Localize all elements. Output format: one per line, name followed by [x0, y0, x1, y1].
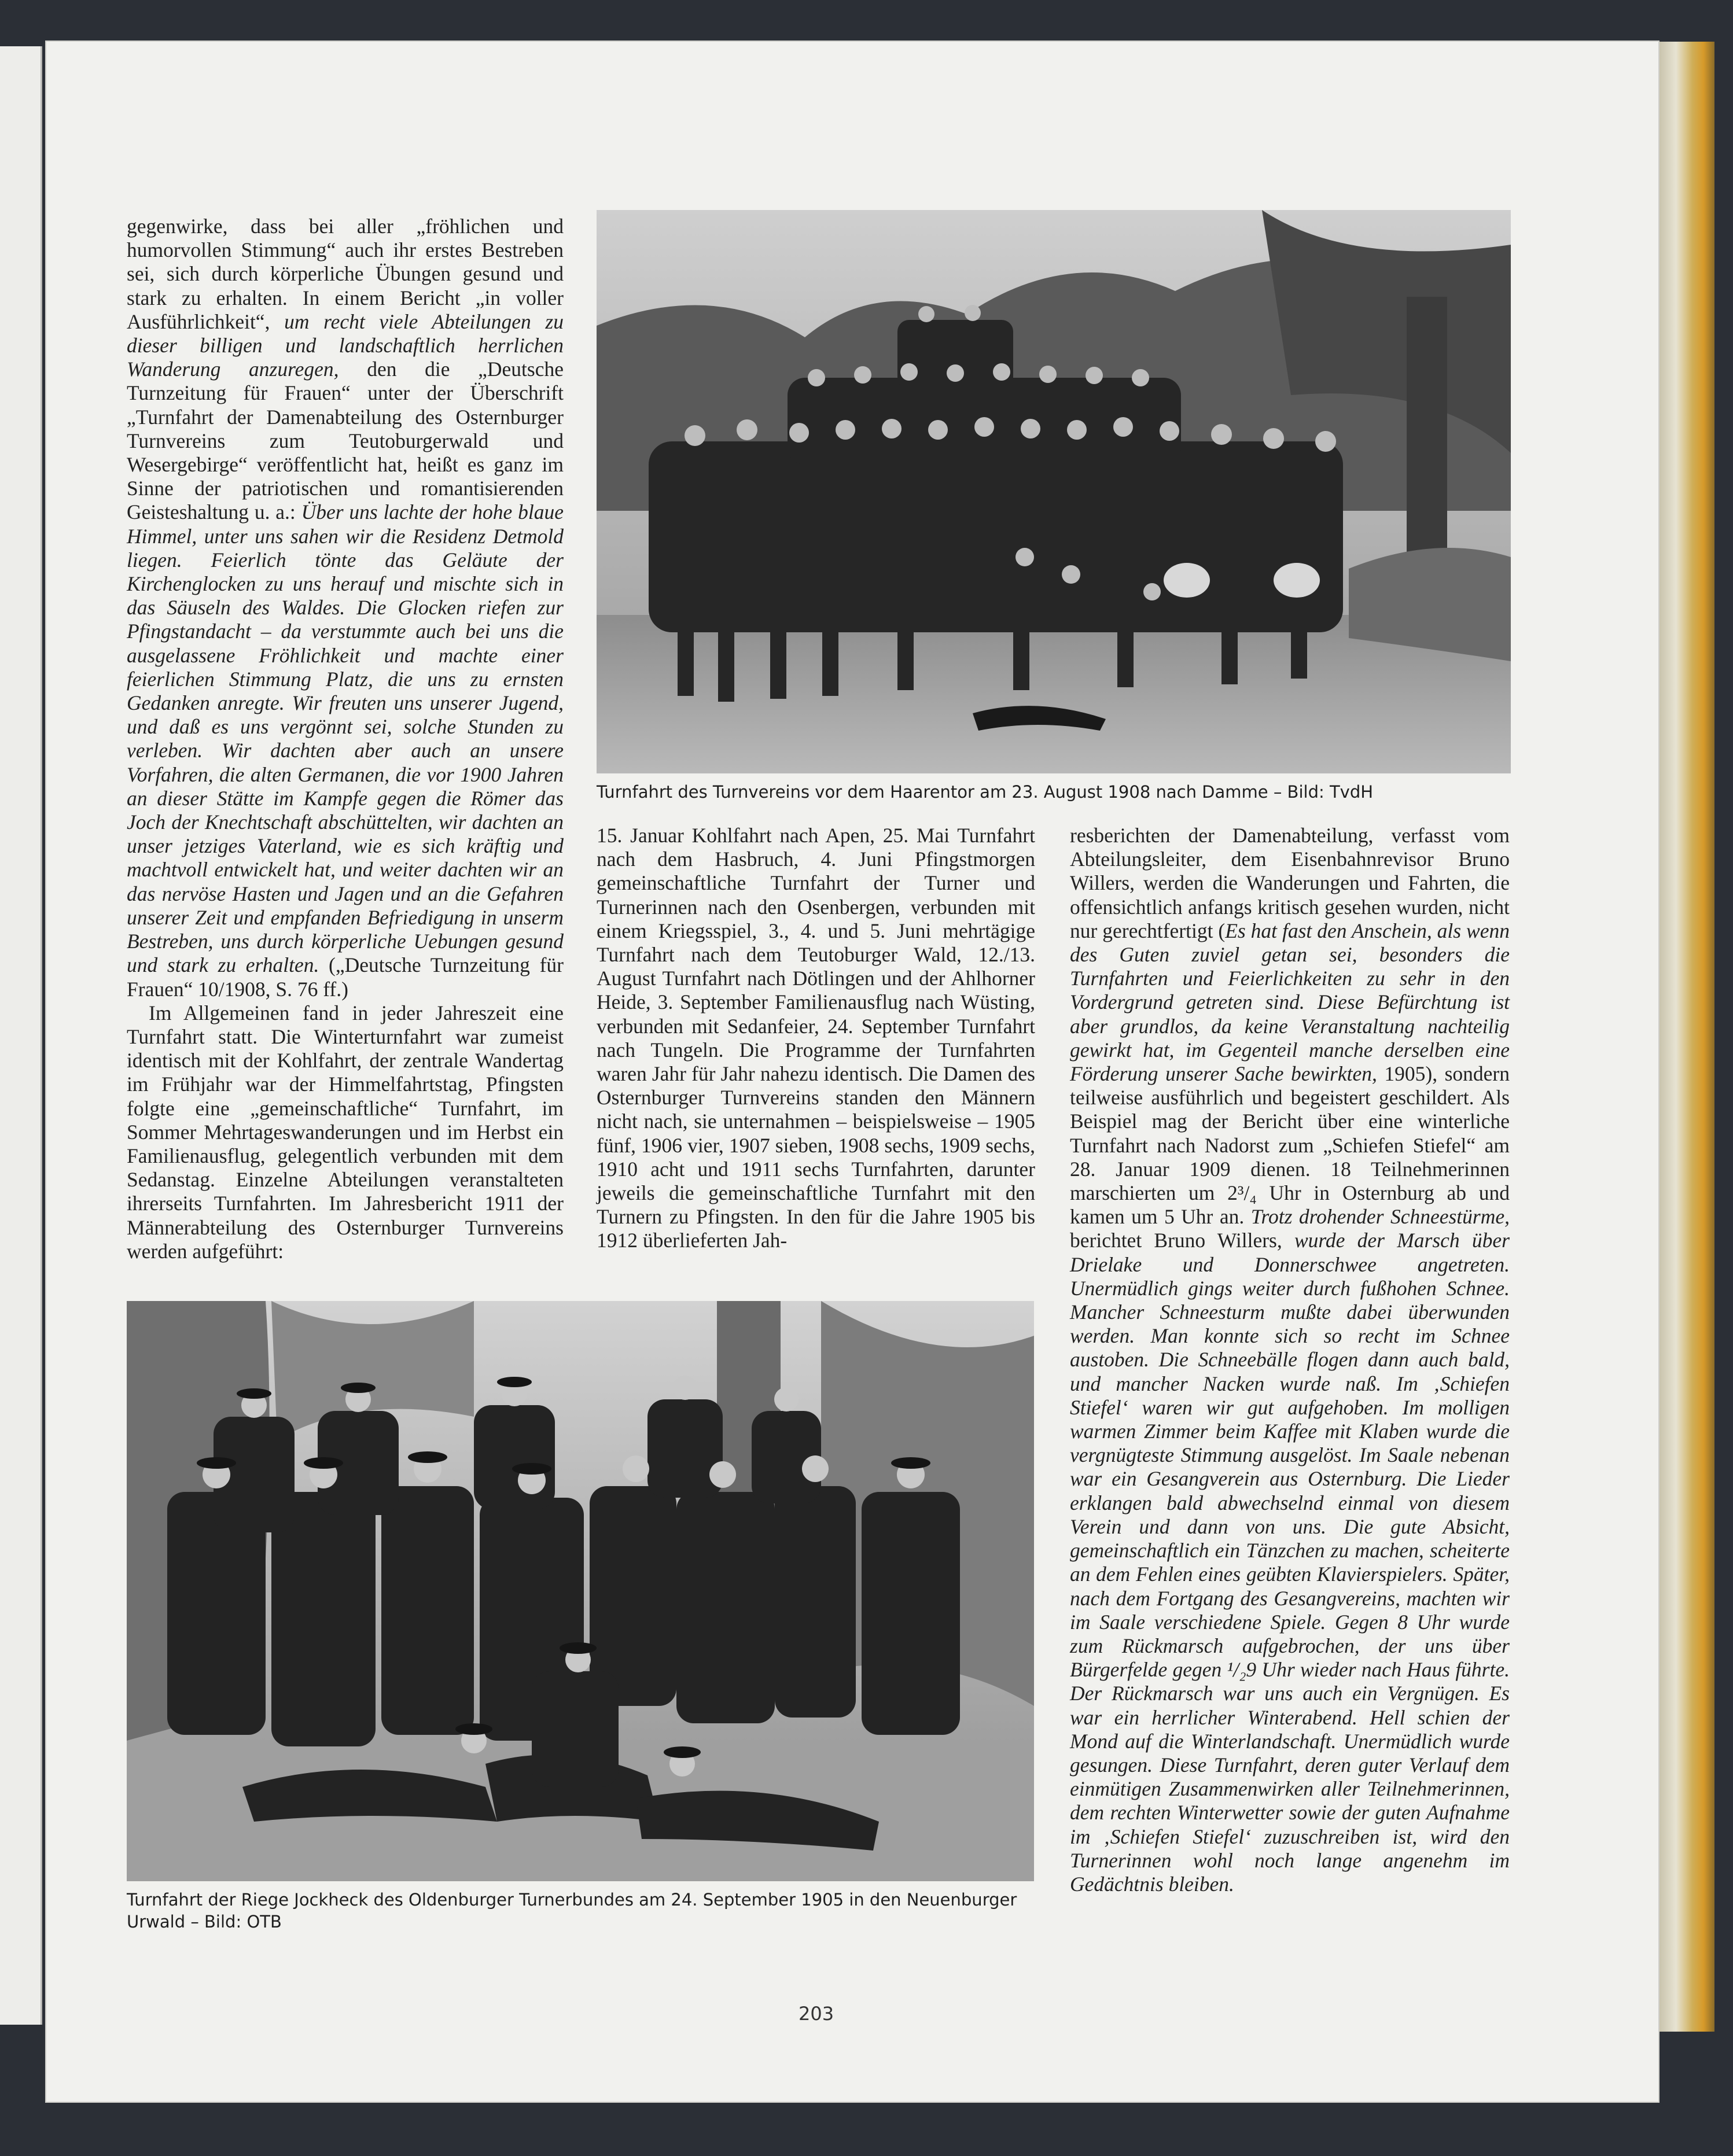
book-cover-edge [1660, 42, 1714, 2032]
paragraph-1 [127, 215, 564, 1001]
photo-caption-bottom: Turnfahrt der Riege Jockheck des Oldenburger Turnerbundes am 24. September 1905 in den Neuenburger Urwald – Bild: OTB [127, 1890, 1017, 1932]
source-note: („Deutsche Turnzeitung für Frauen“ 10/1908, S. 76 ff.) [127, 953, 564, 1001]
page-number: 203 [799, 2003, 834, 2025]
quote-run: um recht viele Abteilungen zu dieser billigen und landschaftlich herrlichen Wanderung anzuregen, [127, 309, 564, 381]
text-run: den die „Deutsche Turnzeitung für Frauen“ unter der Überschrift „Turnfahrt der Damenabteilung des Osternburger Turnvereins zum Teutoburgerwald und Wesergebirge“ veröffentlicht hat, heißt es ganz im Sinne der patriotischen und romantisierenden Geisteshaltung u. a.: [127, 358, 564, 524]
quote-run: Über uns lachte der hohe blaue Himmel, unter uns sahen wir die Residenz Detmold liegen. Feierlich tönte das Geläute der Kirchenglocken zu uns herauf und mischte sich in das Säuseln des Waldes. Die Glocken riefen zur Pfingstandacht – da verstummte auch bei uns die ausgelassene Fröhlichkeit und machte einer feierlichen Stimmung Platz, die uns zu ernsten Gedanken anregte. Wir freuten uns unserer Jugend, und daß es uns vergönnt sei, solche Stunden zu verleben. Wir dachten aber auch an unsere Vorfahren, die alten Germanen, die vor 1900 Jahren an dieser Stätte im Kampfe gegen die Römer das Joch der Knechtschaft abschüttelten, wir dachten an unser jetziges Vaterland, wie es sich kräftig und machtvoll entwickelt hat, und weiter dachten wir an das nervöse Hasten und Jagen und an die Gefahren unserer Zeit und empfanden Befriedigung in unserm Bestreben, uns durch körperliche Uebungen gesund und stark zu erhalten. [127, 500, 564, 977]
text-run: gegenwirke, dass bei aller „fröhlichen und humorvollen Stimmung“ auch ihr erstes Bestreben sei, sich durch körperliche Übungen gesund und stark zu erhalten. In einem Bericht „in voller Ausführlichkeit“, [127, 215, 564, 333]
paragraph-3: 15. Januar Kohlfahrt nach Apen, 25. Mai Turnfahrt nach dem Hasbruch, 4. Juni Pfingstmorgen gemeinschaftliche Turnfahrt der Turner und Turnerinnen nach den Osenbergen, verbunden mit einem Kriegsspiel, 3., 4. und 5. Juni mehrtägige Turnfahrt nach dem Teutoburger Wald, 12./13. August Turnfahrt nach Dötlingen und der Ahlhorner Heide, 3. September Familienausflug nach Wüsting, verbunden mit Sedanfeier, 24. September Turnfahrt nach Tungeln. Die Programme der Turnfahrten waren Jahr für Jahr nahezu identisch. Die Damen des Osternburger Turnvereins standen den Männern nicht nach, sie unternahmen – beispielsweise – 1905 fünf, 1906 vier, 1907 sieben, 1908 sechs, 1909 sechs, 1910 acht und 1911 sechs Turnfahrten, darunter jeweils die gemeinschaftliche Turnfahrt mit den Turnern zu Pfingsten. In den für die Jahre 1905 bis 1912 überlieferten Jah- [597, 824, 1035, 1252]
group-photo-image [127, 1301, 1034, 1881]
text-column-1 [127, 215, 564, 1263]
text-column-3 [1070, 824, 1510, 1896]
paragraph-4 [1070, 824, 1510, 1896]
photo-riege-jockheck-1905 [127, 1301, 1034, 1881]
paragraph-2: Im Allgemeinen fand in jeder Jahreszeit eine Turnfahrt statt. Die Winterturnfahrt war zumeist identisch mit der Kohlfahrt, der zentrale Wandertag im Frühjahr war der Himmelfahrtstag, Pfingsten folgte eine „gemeinschaftliche“ Turnfahrt, im Sommer Mehrtageswanderungen und im Herbst ein Familienausflug, gelegentlich verbunden mit dem Sedanstag. Einzelne Abteilungen veranstalteten ihrerseits Turnfahrten. Im Jahresbericht 1911 der Männerabteilung des Osternburger Turnvereins werden aufgeführt: [127, 1001, 564, 1263]
photo-turnfahrt-1908 [597, 210, 1511, 773]
quote-run: wurde der Marsch über Drielake und Donnerschwee angetreten. Unermüdlich gings weiter durch fußhohen Schnee. Mancher Schneesturm mußte dabei überwunden werden. Man konnte sich so recht im Schnee austoben. Die Schneebälle flogen dann auch bald, und mancher Nacken wurde naß. Im ‚Schiefen Stiefel‘ waren wir gut aufgehoben. Im molligen warmen Zimmer beim Kaffee mit Klaben wurde die vergnügteste Stimmung ausgelöst. Im Saale nebenan war ein Gesangverein aus Osternburg. Die Lieder erklangen bald abwechselnd einmal von diesem Verein und dann von uns. Die gute Absicht, gemeinschaftlich ein Tänzchen zu machen, scheiterte an dem Fehlen eines geübten Klavierspielers. Später, nach dem Fortgang des Gesangvereins, machten wir im Saale verschiedene Spiele. Gegen 8 Uhr wurde zum Rückmarsch aufgebrochen, der uns über Bürgerfelde gegen ¹/₂9 Uhr wieder nach Haus führte. Der Rückmarsch war uns auch ein Vergnügen. Es war ein herrlicher Winterabend. Hell schien der Mond auf die Winterlandschaft. Unermüdlich wurde gesungen. Diese Turnfahrt, deren guter Verlauf dem einmütigen Zusammenwirken aller Teilnehmerinnen, dem rechten Winterwetter sowie der guten Aufnahme im ‚Schiefen Stiefel‘ zuzuschreiben ist, wird den Turnerinnen wohl noch lange angenehm im Gedächtnis bleiben. [1070, 1229, 1510, 1896]
text-run: resberichten der Damenabteilung, verfasst vom Abteilungsleiter, dem Eisenbahnrevisor Bruno Willers, werden die Wanderungen und Fahrten, die offensichtlich anfangs kritisch gesehen wurden, nicht nur gerechtfertigt ( [1070, 824, 1510, 942]
text-column-2 [597, 824, 1035, 1253]
text-run: 1905), sondern teilweise ausführlich und begeistert geschildert. Als Beispiel mag der Bericht über eine winterliche Turnfahrt nach Nadorst zum „Schiefen Stiefel“ am 28. Januar 1909 dienen. 18 Teilnehmerinnen marschierten um 2³/₄ Uhr in Osternburg ab und kamen um 5 Uhr an. [1070, 1062, 1510, 1229]
photo-caption-top: Turnfahrt des Turnvereins vor dem Haarentor am 23. August 1908 nach Damme – Bild: TvdH [597, 782, 1374, 802]
quote-run: Es hat fast den Anschein, als wenn des Guten zuviel getan sei, besonders die Turnfahrten und Feierlichkeiten zu sehr in den Vordergrund getreten sind. Diese Befürchtung ist aber grundlos, da keine Veranstaltung nachteilig gewirkt hat, im Gegenteil manche derselben eine Förderung unserer Sache bewirkten, [1070, 919, 1510, 1086]
quote-run: Trotz drohender Schneestürme, [1250, 1205, 1510, 1229]
group-photo-image [597, 210, 1511, 773]
facing-page-edge [0, 46, 42, 2025]
text-run: berichtet Bruno Willers, [1070, 1229, 1294, 1252]
